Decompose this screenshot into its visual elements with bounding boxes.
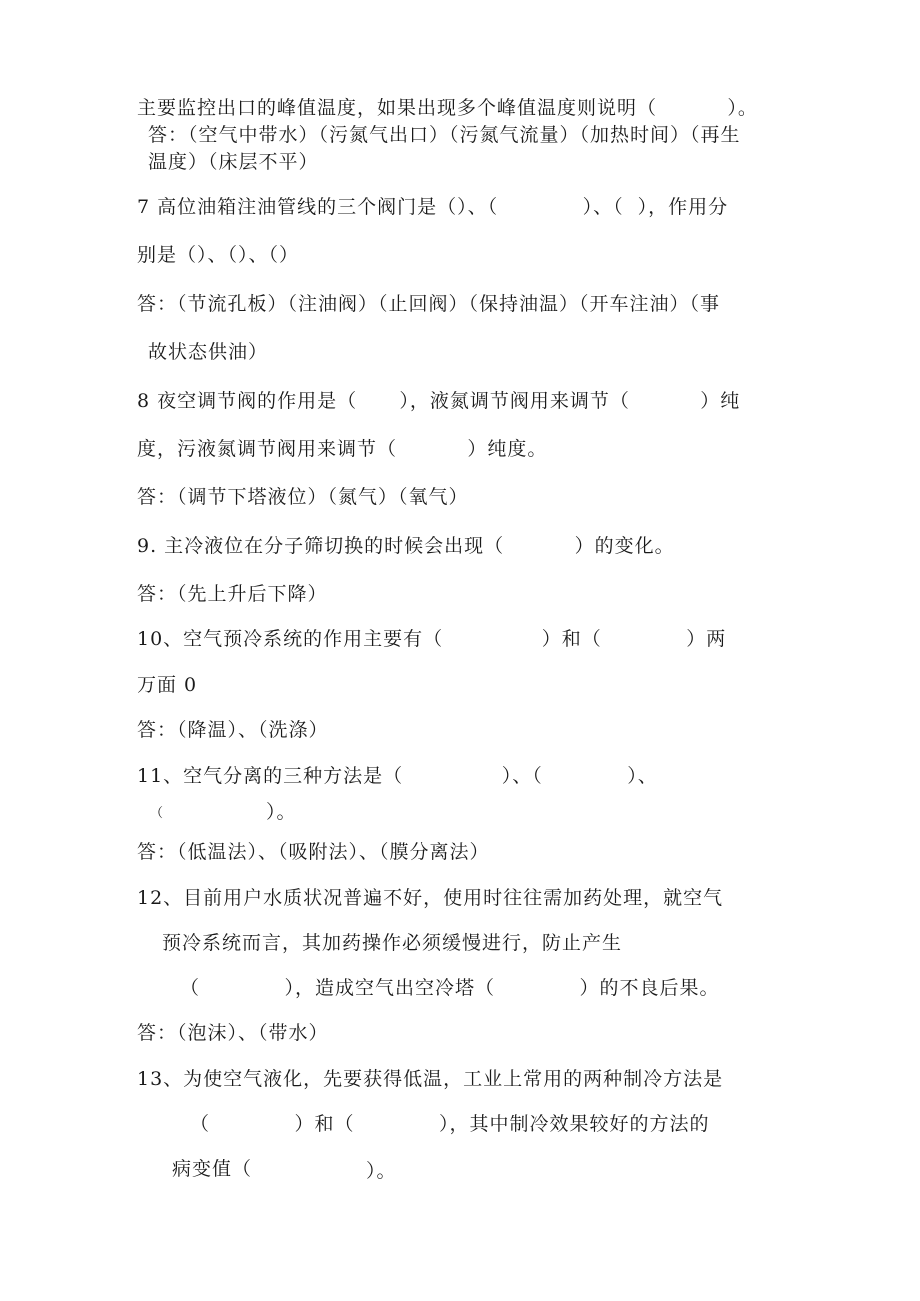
q13-text-end: 病变值（ (172, 1158, 253, 1180)
q6-answer: 答：（空气中带水）（污氮气出口）（污氮气流量）（加热时间）（再生 (148, 124, 741, 146)
q12-answer: 答：（泡沫）、（带水） (137, 1022, 329, 1044)
q11-open-paren: （ (150, 806, 165, 821)
q7-answer: 答：（节流孔板）（注油阀）（止回阀）（保持油温）（开车注油）（事 (137, 293, 721, 315)
q12-text-cont: 预冷系统而言，其加药操作必须缓慢进行，防止产生 (162, 932, 623, 954)
q13-close: ）。 (366, 1160, 397, 1182)
q7-text: 7 高位油箱注油管线的三个阀门是（）、（ ）、（ ），作用分 (137, 196, 729, 218)
q10-text: 10、空气预冷系统的作用主要有（ ）和（ ）两 (137, 628, 727, 650)
q11-answer: 答：（低温法）、（吸附法）、（膜分离法） (137, 841, 490, 863)
q8-answer: 答：（调节下塔液位）（氮气）（氧气） (137, 486, 469, 508)
q13-text: 13、为使空气液化，先要获得低温，工业上常用的两种制冷方法是 (137, 1068, 724, 1090)
q12-text-blanks: （ ），造成空气出空冷塔（ ）的不良后果。 (180, 977, 720, 999)
q9-answer: 答：（先上升后下降） (137, 583, 328, 605)
q7-answer-cont: 故状态供油） (148, 341, 269, 363)
q9-text: 9. 主冷液位在分子筛切换的时候会出现（ ）的变化。 (137, 535, 675, 557)
q10-text-cont: 万面 0 (137, 674, 198, 696)
q7-text-cont: 别是（）、（）、（） (137, 244, 300, 266)
q6-text: 主要监控出口的峰值温度，如果出现多个峰值温度则说明（ ）。 (137, 97, 758, 119)
q13-text-blanks: （ ）和（ ），其中制冷效果较好的方法的 (190, 1113, 710, 1135)
q11-text: 11、空气分离的三种方法是（ ）、（ ）、 (137, 765, 658, 787)
q8-text: 8 夜空调节阀的作用是（ ），液氮调节阀用来调节（ ）纯 (137, 390, 741, 412)
q10-answer: 答：（降温）、（洗涤） (137, 719, 329, 741)
q8-text-cont: 度，污液氮调节阀用来调节（ ）纯度。 (137, 438, 548, 460)
q12-text: 12、目前用户水质状况普遍不好，使用时往往需加药处理，就空气 (137, 887, 724, 909)
q6-answer-cont: 温度）（床层不平） (148, 151, 319, 173)
q11-close: ）。 (266, 801, 297, 823)
